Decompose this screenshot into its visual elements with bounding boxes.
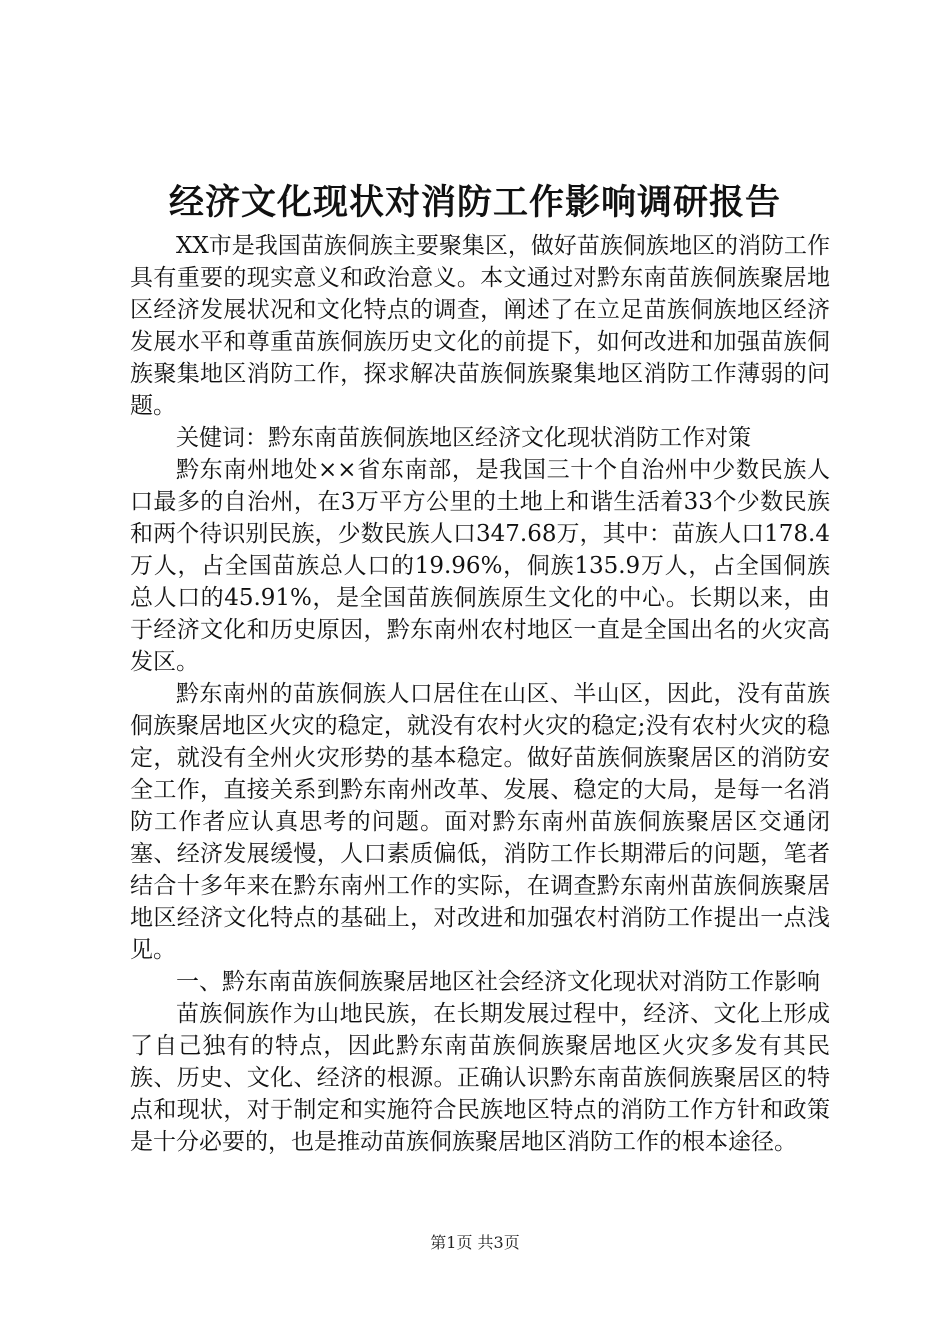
section-heading-1: 一、黔东南苗族侗族聚居地区社会经济文化现状对消防工作影响	[176, 969, 820, 995]
paragraph-section-1: 苗族侗族作为山地民族，在长期发展过程中，经济、文化上形成了自己独有的特点，因此黔东南苗族侗族聚居地区火灾多发有其民族、历史、文化、经济的根源。正确认识黔东南苗族侗族聚居区的特点和现状，对于制定和实施符合民族地区特点的消防工作方针和政策是十分必要的，也是推动苗族侗族聚居地区消防工作的根本途径。	[130, 1001, 830, 1155]
paragraph-background: 黔东南州地处××省东南部，是我国三十个自治州中少数民族人口最多的自治州，在3万平方公里的土地上和谐生活着33个少数民族和两个待识别民族，少数民族人口347.68万，其中：苗族人口178.4万人，占全国苗族总人口的19.96%，侗族135.9万人，占全国侗族总人口的45.91%，是全国苗族侗族原生文化的中心。长期以来，由于经济文化和历史原因，黔东南州农村地区一直是全国出名的火灾高发区。	[130, 457, 830, 675]
paragraph-importance: 黔东南州的苗族侗族人口居住在山区、半山区，因此，没有苗族侗族聚居地区火灾的稳定，就没有农村火灾的稳定;没有农村火灾的稳定，就没有全州火灾形势的基本稳定。做好苗族侗族聚居区的消防安全工作，直接关系到黔东南州改革、发展、稳定的大局，是每一名消防工作者应认真思考的问题。面对黔东南州苗族侗族聚居区交通闭塞、经济发展缓慢，人口素质偏低，消防工作长期滞后的问题，笔者结合十多年来在黔东南州工作的实际，在调查黔东南州苗族侗族聚居地区经济文化特点的基础上，对改进和加强农村消防工作提出一点浅见。	[130, 681, 830, 963]
paragraph-keywords: 关健词：黔东南苗族侗族地区经济文化现状消防工作对策	[176, 425, 751, 451]
page-footer: 第1页 共3页	[430, 1233, 520, 1252]
document-title: 经济文化现状对消防工作影响调研报告	[168, 182, 781, 223]
paragraph-intro: XX市是我国苗族侗族主要聚集区，做好苗族侗族地区的消防工作具有重要的现实意义和政治意义。本文通过对黔东南苗族侗族聚居地区经济发展状况和文化特点的调查，阐述了在立足苗族侗族地区经济发展水平和尊重苗族侗族历史文化的前提下，如何改进和加强苗族侗族聚集地区消防工作，探求解决苗族侗族聚集地区消防工作薄弱的问题。	[130, 233, 830, 419]
document-body	[130, 230, 830, 1158]
